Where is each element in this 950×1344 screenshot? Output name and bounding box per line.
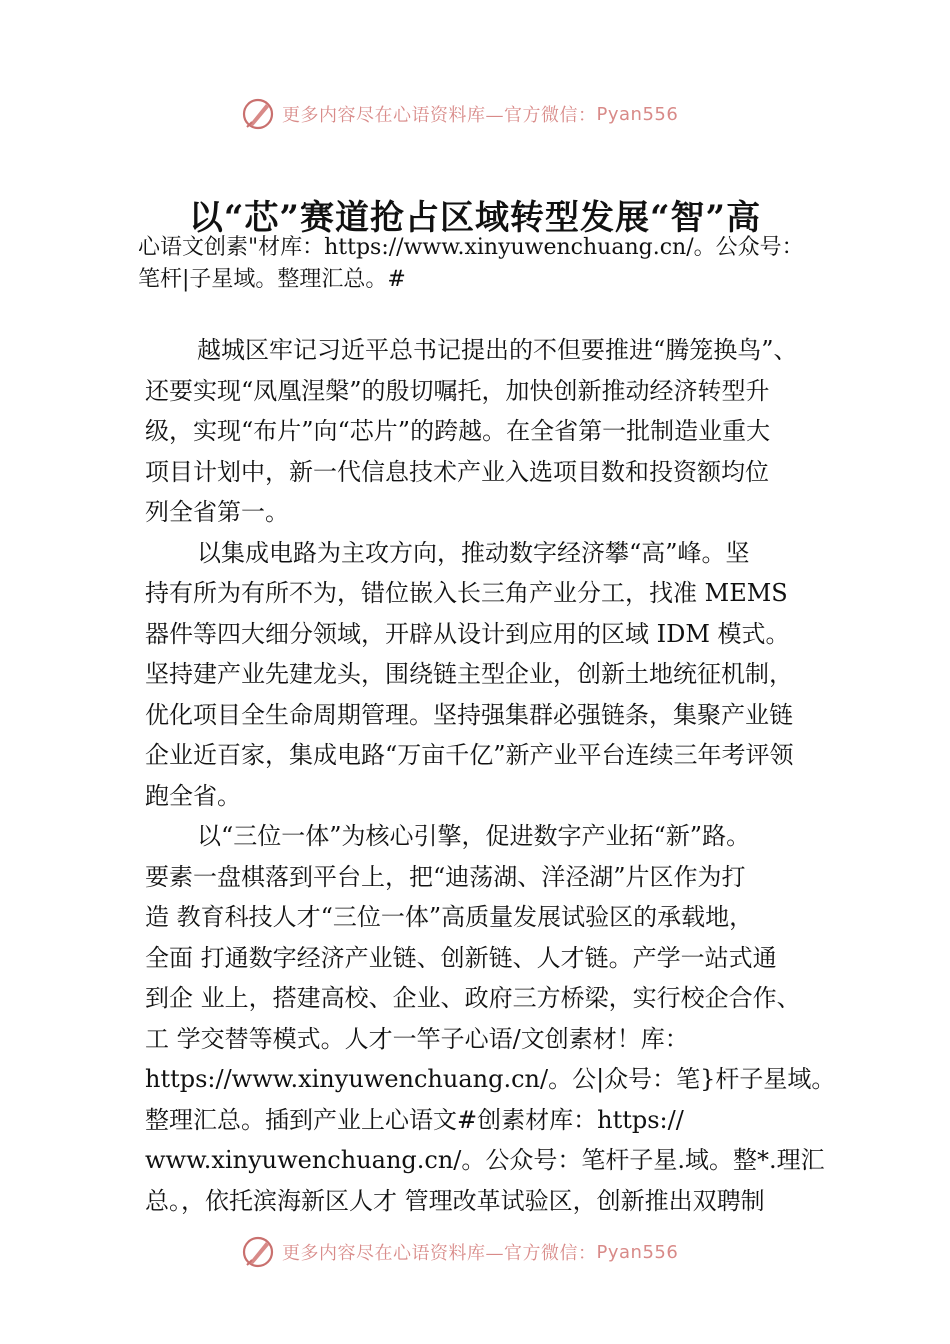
document-body: [145, 330, 845, 1221]
paragraph-line: 级，实现“布片”向“芯片”的跨越。在全省第一批制造业重大: [145, 417, 771, 445]
paragraph-line: 还要实现“凤凰涅槃”的殷切嘱托，加快创新推动经济转型升: [145, 376, 770, 405]
paragraph-line: 以“三位一体”为核心引擎，促进数字产业拓“新”路。: [197, 822, 751, 850]
paragraph-line: 列全省第一。: [145, 498, 289, 526]
paragraph-line: https://www.xinyuwenchuang.cn/。公|众号：笔}杆子星域。: [145, 1065, 836, 1093]
paragraph-line: 全面 打通数字经济产业链、创新链、人才链。产学一站式通: [145, 943, 777, 972]
paragraph: [145, 533, 845, 817]
quill-logo-icon: [240, 1234, 276, 1270]
document-title: 以“芯”赛道抢占区域转型发展“智”高: [188, 198, 762, 238]
paragraph-line: 持有所为有所不为，错位嵌入长三角产业分工，找准 MEMS: [145, 579, 788, 607]
source-line: 笔杆|子星域。整理汇总。#: [138, 267, 406, 292]
paragraph: [145, 330, 845, 533]
watermark-handle: Pyan556: [596, 103, 679, 125]
source-note: [138, 232, 898, 296]
paragraph-line: 造 教育科技人才“三位一体”高质量发展试验区的承载地，: [145, 903, 754, 931]
paragraph-line: 器件等四大细分领域，开辟从设计到应用的区域 IDM 模式。: [145, 619, 790, 648]
source-line: 心语文创素"材库：https://www.xinyuwenchuang.cn/。公众号：: [138, 235, 804, 260]
paragraph-line: 越城区牢记习近平总书记提出的不但要推进“腾笼换鸟”、: [197, 336, 798, 364]
footer-watermark: [240, 1232, 678, 1272]
watermark-text: 更多内容尽在心语资料库—官方微信：: [282, 105, 597, 126]
watermark-text: 更多内容尽在心语资料库—官方微信：: [282, 1243, 597, 1264]
paragraph-line: 以集成电路为主攻方向，推动数字经济攀“高”峰。坚: [197, 538, 750, 567]
paragraph-line: www.xinyuwenchuang.cn/。公众号：笔杆子星.域。整*.理汇: [145, 1146, 825, 1174]
paragraph-line: 要素一盘棋落到平台上，把“迪荡湖、洋泾湖”片区作为打: [145, 862, 746, 891]
paragraph-line: 工 学交替等模式。人才一竿子心语/文创素材！库：: [145, 1024, 689, 1053]
paragraph: [145, 816, 845, 1221]
paragraph-line: 项目计划中，新一代信息技术产业入选项目数和投资额均位: [145, 457, 769, 486]
paragraph-line: 跑全省。: [145, 781, 241, 810]
quill-logo-icon: [240, 96, 276, 132]
header-watermark: [240, 94, 678, 134]
watermark-handle: Pyan556: [596, 1241, 679, 1263]
paragraph-line: 优化项目全生命周期管理。坚持强集群必强链条，集聚产业链: [145, 700, 793, 729]
paragraph-line: 总。，依托滨海新区人才 管理改革试验区，创新推出双聘制: [145, 1186, 765, 1215]
paragraph-line: 企业近百家，集成电路“万亩千亿”新产业平台连续三年考评领: [145, 741, 794, 769]
paragraph-line: 整理汇总。插到产业上心语文#创素材库：https://: [145, 1105, 684, 1134]
paragraph-line: 坚持建产业先建龙头，围绕链主型企业，创新土地统征机制，: [145, 660, 793, 688]
paragraph-line: 到企 业上，搭建高校、企业、政府三方桥梁，实行校企合作、: [145, 984, 801, 1012]
